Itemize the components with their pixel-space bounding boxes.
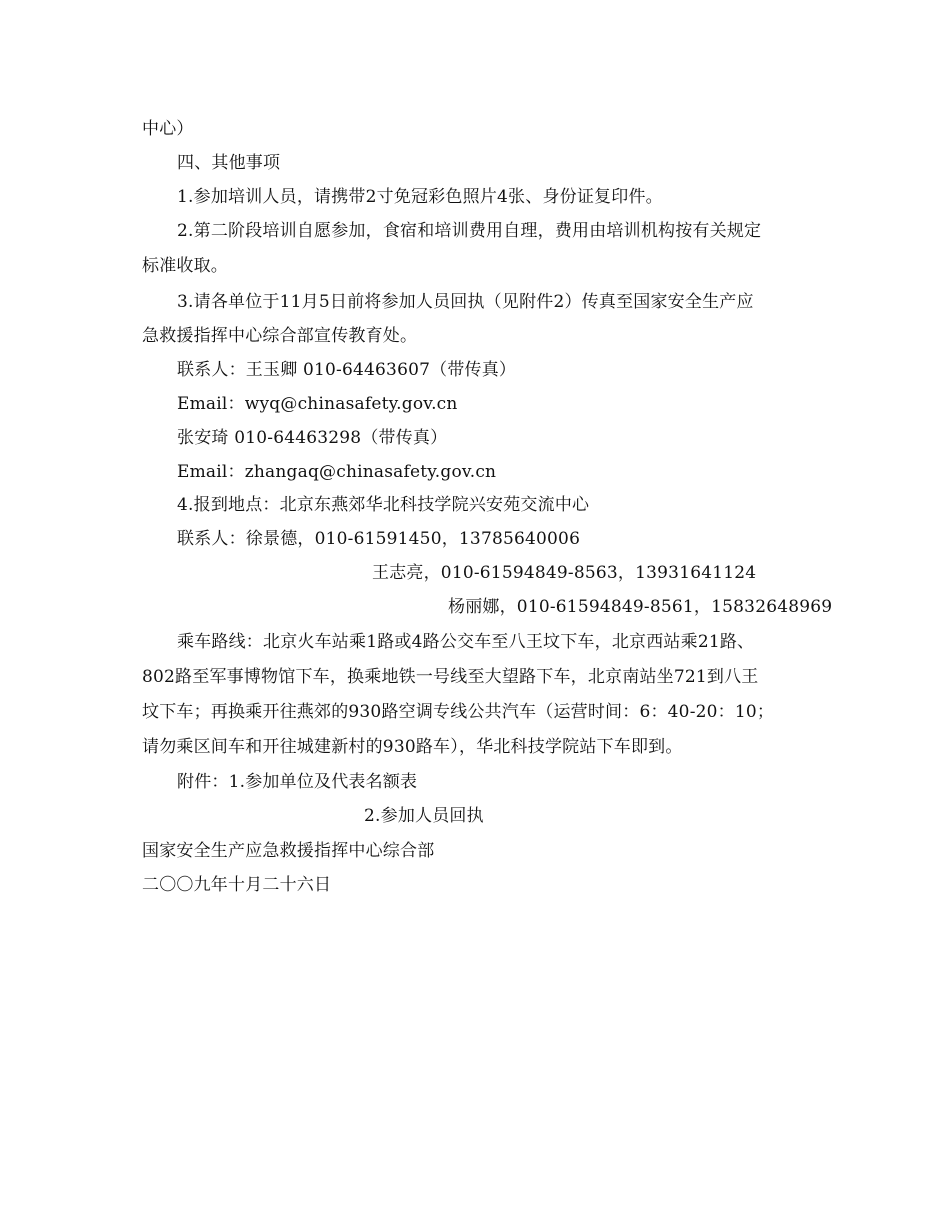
item-3-text: 3.请各单位于11月5日前将参加人员回执（见附件2）传真至国家安全生产应 [177,292,754,312]
text-line-continuation: 中心） [142,119,194,139]
section-heading: 四、其他事项 [177,153,281,173]
contact-person-2: 张安琦 010-64463298（带传真） [177,428,448,448]
venue-contact-2: 王志亮，010-61594849-8563，13931641124 [372,563,757,583]
route-text-4: 请勿乘区间车和开往城建新村的930路车），华北科技学院站下车即到。 [142,737,683,757]
venue-contact-3: 杨丽娜，010-61594849-8561，15832648969 [448,597,833,617]
route-text-3: 坟下车；再换乘开往燕郊的930路空调专线公共汽车（运营时间：6：40-20：10； [142,702,775,722]
venue-contact-1: 联系人：徐景德，010-61591450，13785640006 [177,529,581,549]
issue-date: 二〇〇九年十月二十六日 [142,875,332,895]
item-1-text: 1.参加培训人员，请携带2寸免冠彩色照片4张、身份证复印件。 [177,187,663,207]
attachment-1: 附件：1.参加单位及代表名额表 [177,772,418,792]
item-2-text-cont: 标准收取。 [142,256,228,276]
contact-email-2: Email：zhangaq@chinasafety.gov.cn [177,462,497,482]
contact-person-1: 联系人：王玉卿 010-64463607（带传真） [177,360,517,380]
issuer-name: 国家安全生产应急救援指挥中心综合部 [142,841,435,861]
contact-email-1: Email：wyq@chinasafety.gov.cn [177,394,458,414]
item-3-text-cont: 急救援指挥中心综合部宣传教育处。 [142,326,418,346]
item-2-text: 2.第二阶段培训自愿参加，食宿和培训费用自理，费用由培训机构按有关规定 [177,221,762,241]
route-text-2: 802路至军事博物馆下车，换乘地铁一号线至大望路下车，北京南站坐721到八王 [142,667,759,687]
route-text-1: 乘车路线：北京火车站乘1路或4路公交车至八王坟下车，北京西站乘21路、 [177,632,755,652]
attachment-2: 2.参加人员回执 [364,806,484,826]
item-4-text: 4.报到地点：北京东燕郊华北科技学院兴安苑交流中心 [177,495,590,515]
